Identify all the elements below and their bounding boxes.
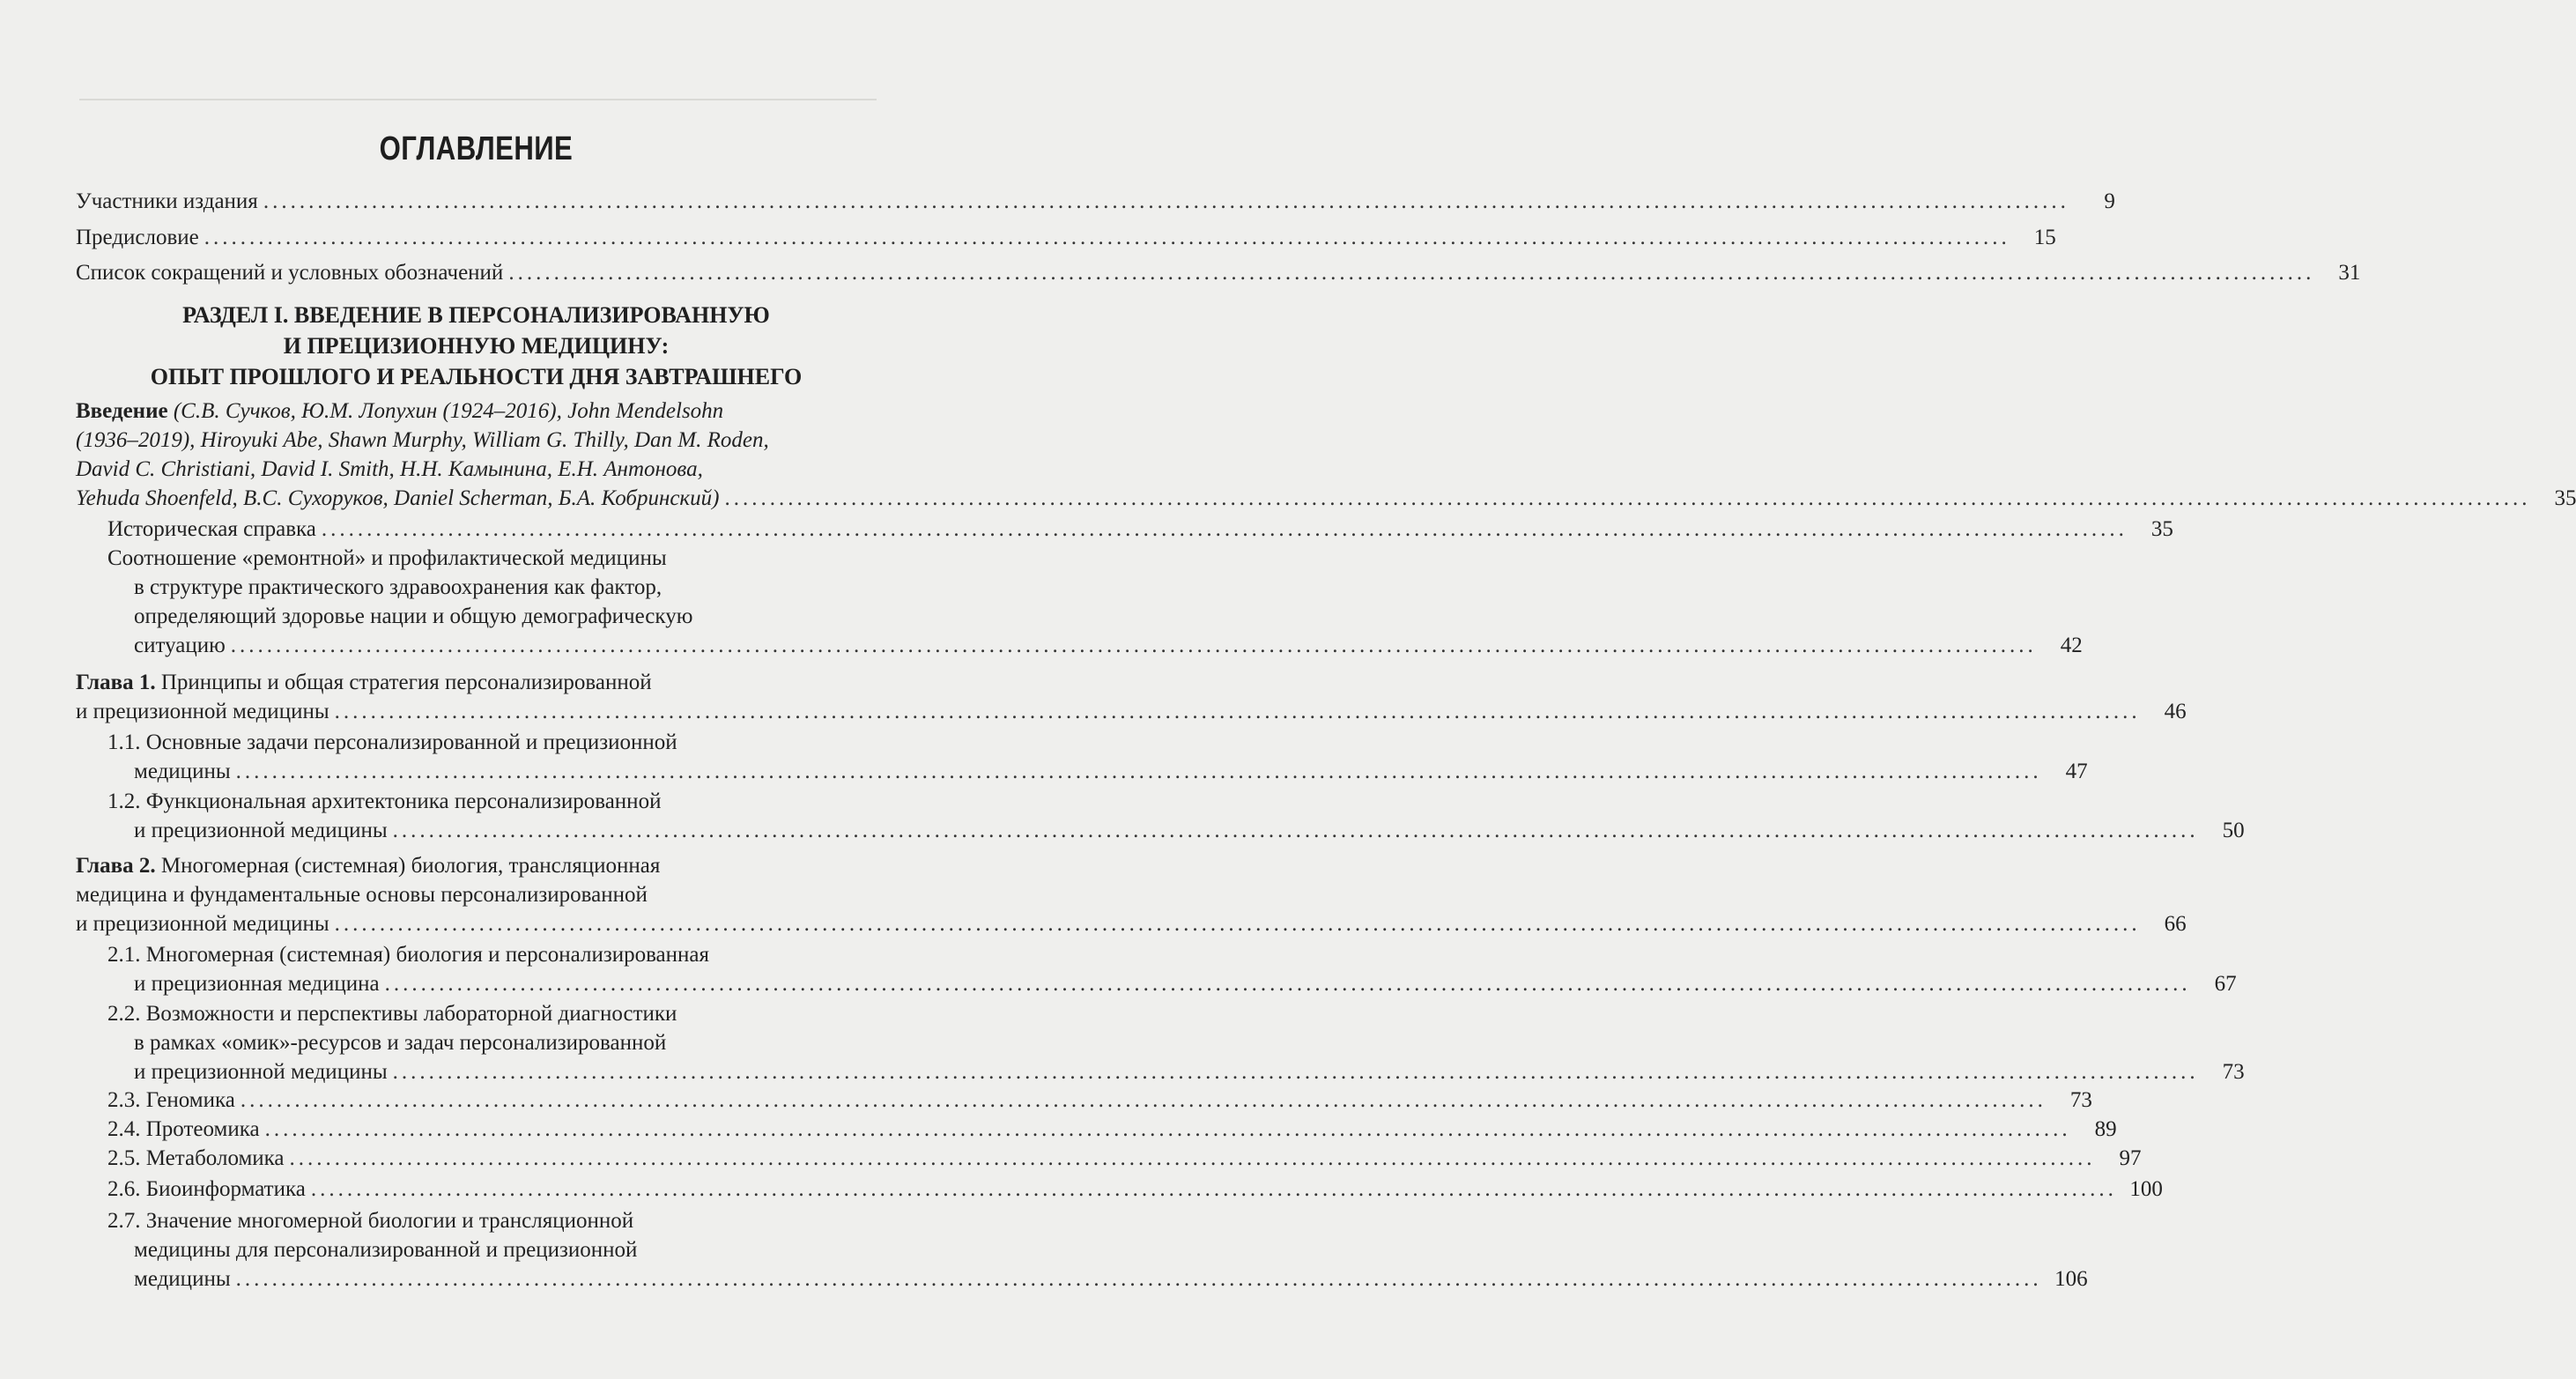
page-number: 97 [2119, 1146, 2142, 1170]
leader-dots: ........................................................................................................................................................................................................ [289, 1146, 2096, 1170]
leader-dots: ........................................................................................................................................................................................................ [263, 189, 2069, 213]
authors-line: (1936–2019), Hiroyuki Abe, Shawn Murphy, William G. Thilly, Dan M. Roden, [76, 428, 769, 452]
toc-entry-text: в рамках «омик»-ресурсов и задач персонализированной [134, 1031, 667, 1055]
toc-entry-text: и прецизионной медицины [76, 912, 329, 936]
toc-entry-text: Историческая справка [107, 517, 316, 541]
toc-entry-text: 2.6. Биоинформатика [107, 1177, 306, 1201]
toc-entry-2-3[interactable] [0, 1086, 2092, 1115]
leader-dots: ........................................................................................................................................................................................................ [235, 1267, 2042, 1291]
section-heading-line: И ПРЕЦИЗИОННУЮ МЕДИЦИНУ: [283, 333, 670, 359]
leader-dots: ........................................................................................................................................................................................................ [230, 634, 2037, 657]
toc-entry-text: 2.2. Возможности и перспективы лабораторной диагностики [107, 1002, 677, 1026]
toc-entry-chapter-2[interactable] [0, 851, 2187, 938]
toc-entry-text: Соотношение «ремонтной» и профилактической медицины [107, 546, 667, 570]
section-heading-line: РАЗДЕЛ I. ВВЕДЕНИЕ В ПЕРСОНАЛИЗИРОВАННУЮ [182, 302, 770, 328]
leader-dots: ........................................................................................................................................................................................................ [724, 486, 2531, 510]
page-number: 100 [2129, 1177, 2163, 1201]
toc-entry-text: 2.7. Значение многомерной биологии и трансляционной [107, 1209, 634, 1233]
section-heading[interactable] [0, 300, 952, 392]
toc-entry-text: и прецизионной медицины [134, 1060, 388, 1084]
toc-entry-text: Многомерная (системная) биология, трансляционная [155, 854, 661, 878]
toc-entry-text: и прецизионной медицины [76, 700, 329, 723]
leader-dots: ........................................................................................................................................................................................................ [508, 261, 2315, 285]
page-number: 66 [2164, 912, 2187, 936]
toc-entry-text: медицины [134, 1267, 231, 1291]
leader-dots: ........................................................................................................................................................................................................ [310, 1177, 2117, 1201]
toc-entry-2-4[interactable] [0, 1115, 2117, 1144]
leader-dots: ........................................................................................................................................................................................................ [240, 1088, 2047, 1112]
page-number: 73 [2069, 1088, 2092, 1112]
section-heading-line: ОПЫТ ПРОШЛОГО И РЕАЛЬНОСТИ ДНЯ ЗАВТРАШНЕГО [150, 364, 803, 389]
toc-entry-text: 2.5. Метаболомика [107, 1146, 285, 1170]
page-title: ОГЛАВЛЕНИЕ [379, 130, 574, 167]
leader-dots: ........................................................................................................................................................................................................ [334, 700, 2141, 723]
toc-entry-text: 2.4. Протеомика [107, 1117, 260, 1141]
toc-entry-2-7[interactable] [0, 1206, 2088, 1294]
toc-entry-text: Предисловие [76, 226, 199, 249]
page-number: 35 [2150, 517, 2173, 541]
toc-entry-introduction[interactable] [0, 397, 2576, 513]
authors-line: Yehuda Shoenfeld, В.С. Сухоруков, Daniel Scherman, Б.А. Кобринский) [76, 486, 720, 510]
toc-entry-2-1[interactable] [0, 940, 2237, 998]
toc-entry-text: Список сокращений и условных обозначений [76, 261, 504, 285]
toc-entry-text: медицины для персонализированной и прецизионной [134, 1238, 638, 1262]
page-number: 9 [2104, 189, 2115, 213]
chapter-label: Глава 1. [76, 671, 156, 694]
leader-dots: ........................................................................................................................................................................................................ [204, 226, 2010, 249]
page-number: 42 [2060, 634, 2083, 657]
toc-entry-text: 2.3. Геномика [107, 1088, 235, 1112]
leader-dots: ........................................................................................................................................................................................................ [392, 819, 2199, 842]
page-number: 106 [2054, 1267, 2088, 1291]
toc-entry-text: Участники издания [76, 189, 258, 213]
toc-entry-text: определяющий здоровье нации и общую демографическую [134, 604, 693, 628]
page-number: 47 [2065, 760, 2088, 783]
toc-entry-chapter-1[interactable] [0, 668, 2187, 726]
leader-dots: ........................................................................................................................................................................................................ [392, 1060, 2199, 1084]
leader-dots: ........................................................................................................................................................................................................ [321, 517, 2128, 541]
toc-entry-history[interactable] [0, 515, 2173, 544]
page-number: 50 [2222, 819, 2245, 842]
toc-entry-1-2[interactable] [0, 787, 2245, 845]
toc-entry-2-5[interactable] [0, 1144, 2142, 1173]
toc-entry-2-2[interactable] [0, 999, 2245, 1086]
toc-entry-text: медицина и фундаментальные основы персонализированной [76, 883, 648, 907]
toc-entry-text: 2.1. Многомерная (системная) биология и персонализированная [107, 943, 709, 967]
leader-dots: ........................................................................................................................................................................................................ [264, 1117, 2071, 1141]
leader-dots: ........................................................................................................................................................................................................ [235, 760, 2042, 783]
page-number: 35 [2554, 486, 2576, 510]
toc-entry-preface[interactable] [0, 223, 2056, 252]
toc-entry-text: медицины [134, 760, 231, 783]
toc-entry-text: 1.1. Основные задачи персонализированной и прецизионной [107, 730, 677, 754]
toc-entry-text: в структуре практического здравоохранения как фактор, [134, 575, 663, 599]
page-number: 31 [2338, 261, 2361, 285]
bleed-through-rule [79, 99, 877, 100]
page-number: 89 [2094, 1117, 2117, 1141]
toc-entry-text: и прецизионная медицина [134, 972, 380, 996]
toc-entry-abbreviations[interactable] [0, 258, 2361, 287]
page-number: 15 [2033, 226, 2056, 249]
leader-dots: ........................................................................................................................................................................................................ [334, 912, 2141, 936]
page-number: 73 [2222, 1060, 2245, 1084]
toc-entry-2-6[interactable] [0, 1175, 2163, 1204]
authors-line: (С.В. Сучков, Ю.М. Лопухин (1924–2016), John Mendelsohn [167, 399, 724, 423]
page-number: 67 [2214, 972, 2237, 996]
toc-entry-1-1[interactable] [0, 728, 2088, 786]
toc-entry-text: и прецизионной медицины [134, 819, 388, 842]
introduction-label: Введение [76, 399, 168, 423]
toc-entry-text: ситуацию [134, 634, 226, 657]
authors-line: David C. Christiani, David I. Smith, Н.Н. Камынина, Е.Н. Антонова, [76, 457, 703, 481]
leader-dots: ........................................................................................................................................................................................................ [384, 972, 2191, 996]
page-number: 46 [2164, 700, 2187, 723]
toc-entry-participants[interactable] [0, 187, 2115, 216]
chapter-label: Глава 2. [76, 854, 156, 878]
toc-entry-text: 1.2. Функциональная архитектоника персонализированной [107, 790, 662, 813]
toc-entry-repair-vs-preventive[interactable] [0, 544, 2083, 660]
toc-entry-text: Принципы и общая стратегия персонализированной [155, 671, 652, 694]
